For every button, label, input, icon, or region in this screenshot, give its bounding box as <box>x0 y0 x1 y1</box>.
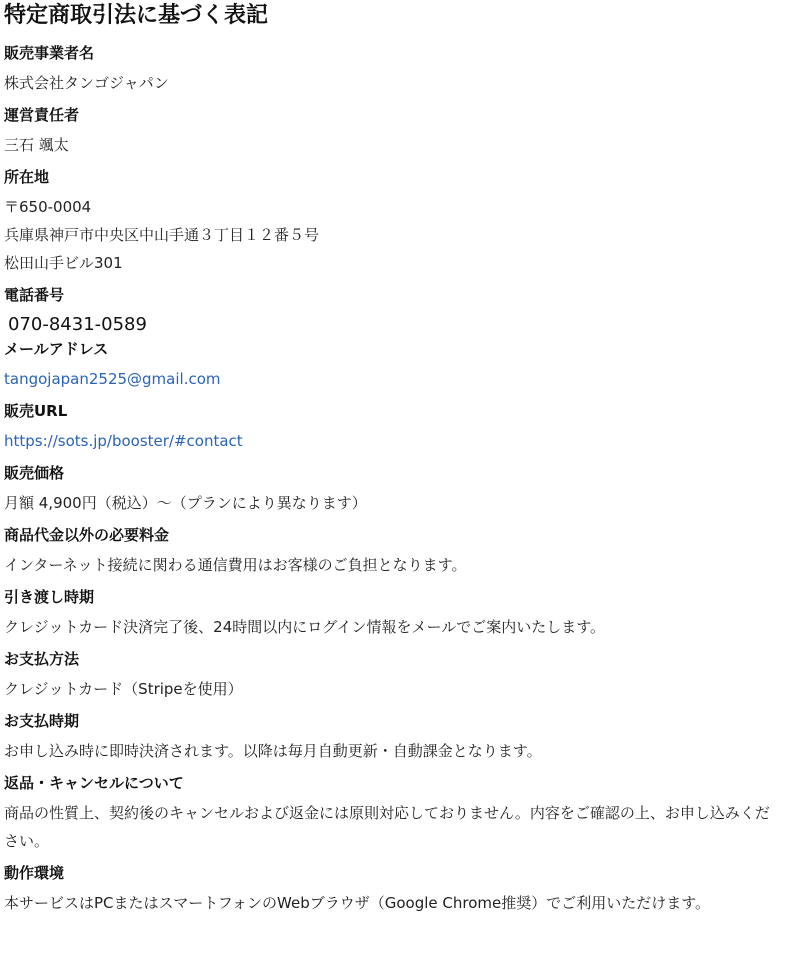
section-payment-method <box>4 649 797 703</box>
section-delivery-time <box>4 587 797 641</box>
phone-number: 070-8431-0589 <box>8 314 147 335</box>
section-label: 所在地 <box>4 168 50 186</box>
section-seller-name <box>4 43 797 97</box>
section-label: 動作環境 <box>4 864 65 882</box>
section-sales-url <box>4 401 797 455</box>
section-environment <box>4 863 797 917</box>
postal-code: 〒650-0004 <box>4 198 92 216</box>
section-label: 販売URL <box>4 402 68 420</box>
delivery-time-value: クレジットカード決済完了後、24時間以内にログイン情報をメールでご案内いたします。 <box>4 618 606 636</box>
payment-method-value: クレジットカード（Stripeを使用） <box>4 680 243 698</box>
address-line-2: 松田山手ビル301 <box>4 254 123 272</box>
section-address <box>4 167 797 277</box>
environment-value: 本サービスはPCまたはスマートフォンのWebブラウザ（Google Chrome推奨）でご利用いただけます。 <box>4 894 711 912</box>
price-value: 月額 4,900円（税込）〜（プランにより異なります） <box>4 494 367 512</box>
section-label: お支払時期 <box>4 712 80 730</box>
email-link[interactable]: tangojapan2525@gmail.com <box>4 370 221 388</box>
section-label: 電話番号 <box>4 286 65 304</box>
section-phone <box>4 285 797 339</box>
section-label: メールアドレス <box>4 340 109 358</box>
section-label: 引き渡し時期 <box>4 588 95 606</box>
section-label: 返品・キャンセルについて <box>4 774 184 792</box>
section-payment-timing <box>4 711 797 765</box>
section-label: 販売事業者名 <box>4 44 95 62</box>
section-label: 商品代金以外の必要料金 <box>4 526 170 544</box>
section-manager <box>4 105 797 159</box>
sales-url-link[interactable]: https://sots.jp/booster/#contact <box>4 432 243 450</box>
section-extra-fees <box>4 525 797 579</box>
section-label: 運営責任者 <box>4 106 80 124</box>
seller-name-value: 株式会社タンゴジャパン <box>4 74 169 92</box>
section-label: 販売価格 <box>4 464 65 482</box>
manager-value: 三石 颯太 <box>4 136 69 154</box>
payment-timing-value: お申し込み時に即時決済されます。以降は毎月自動更新・自動課金となります。 <box>4 742 542 760</box>
page-title: 特定商取引法に基づく表記 <box>4 3 269 28</box>
address-line-1: 兵庫県神戸市中央区中山手通３丁目１２番５号 <box>4 226 320 244</box>
returns-value: 商品の性質上、契約後のキャンセルおよび返金には原則対応しておりません。内容をご確認の上、お申し込みください。 <box>4 804 770 850</box>
section-label: お支払方法 <box>4 650 80 668</box>
section-price <box>4 463 797 517</box>
section-returns <box>4 773 797 855</box>
extra-fees-value: インターネット接続に関わる通信費用はお客様のご負担となります。 <box>4 556 467 574</box>
section-email <box>4 339 797 393</box>
